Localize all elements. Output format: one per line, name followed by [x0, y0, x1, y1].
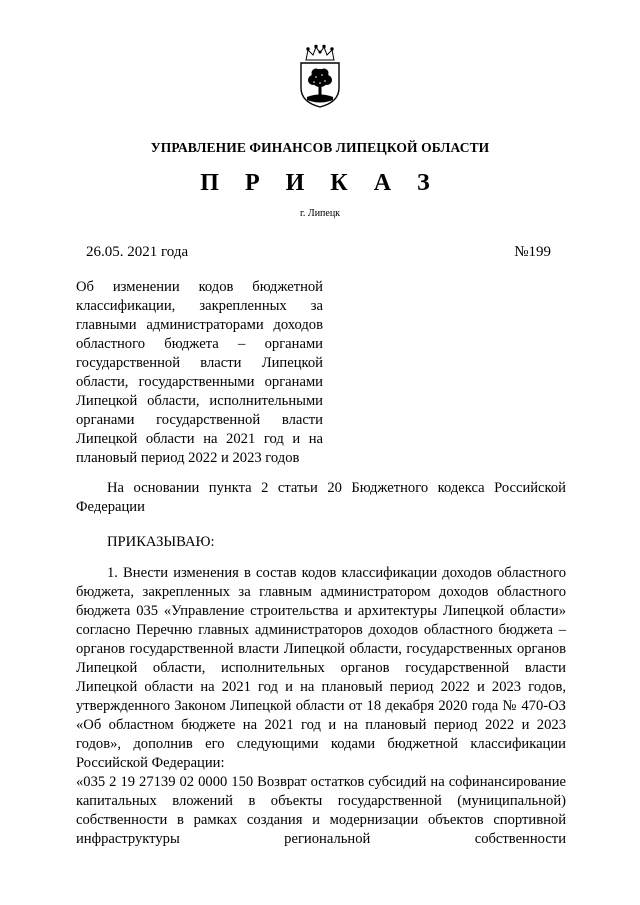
document-type-heading: П Р И К А З — [200, 170, 440, 196]
item-1-paragraph: 1. Внести изменения в состав кодов классификации доходов областного бюджета, закрепленных за главным администратором доходов областного бюджета 035 «Управление строительства и архитектуры Липецкой области» согласно Перечню главных администраторов доходов областного бюджета – органов государственной власти Липецкой области, государственных органов Липецкой области, исполнительных органов государственной власти Липецкой области на 2021 год и на плановый период 2022 и 2023 годов, утвержденного Законом Липецкой области от 18 декабря 2020 года № 470-ОЗ «Об областном бюджете на 2021 год и на плановый период 2022 и 2023 годов», дополнив его следующими кодами бюджетной классификации Российской Федерации: — [76, 565, 566, 771]
city-label: г. Липецк — [299, 208, 341, 219]
document-date: 26.05. 2021 года — [86, 244, 189, 260]
coat-of-arms-emblem — [292, 44, 348, 108]
document-subject: Об изменении кодов бюджетной классификации, закрепленных за главными администраторами доходов областного бюджета – органами государственной власти Липецкой области, государственными органами Липецкой области, исполнительными органами государственной власти Липецкой области на 2021 год и на плановый период 2022 и 2023 годов — [76, 279, 323, 466]
document-number: №199 — [514, 244, 551, 260]
basis-paragraph: На основании пункта 2 статьи 20 Бюджетного кодекса Российской Федерации — [76, 480, 566, 515]
order-word: ПРИКАЗЫВАЮ: — [107, 534, 215, 550]
code-entry-paragraph: «035 2 19 27139 02 0000 150 Возврат остатков субсидий на софинансирование капитальных вложений в объекты государственной (муниципальной) собственности в рамках создания и модернизации объектов спортивной инфраструктуры региональной собственности — [76, 774, 566, 847]
organization-title: УПРАВЛЕНИЕ ФИНАНСОВ ЛИПЕЦКОЙ ОБЛАСТИ — [150, 140, 490, 155]
